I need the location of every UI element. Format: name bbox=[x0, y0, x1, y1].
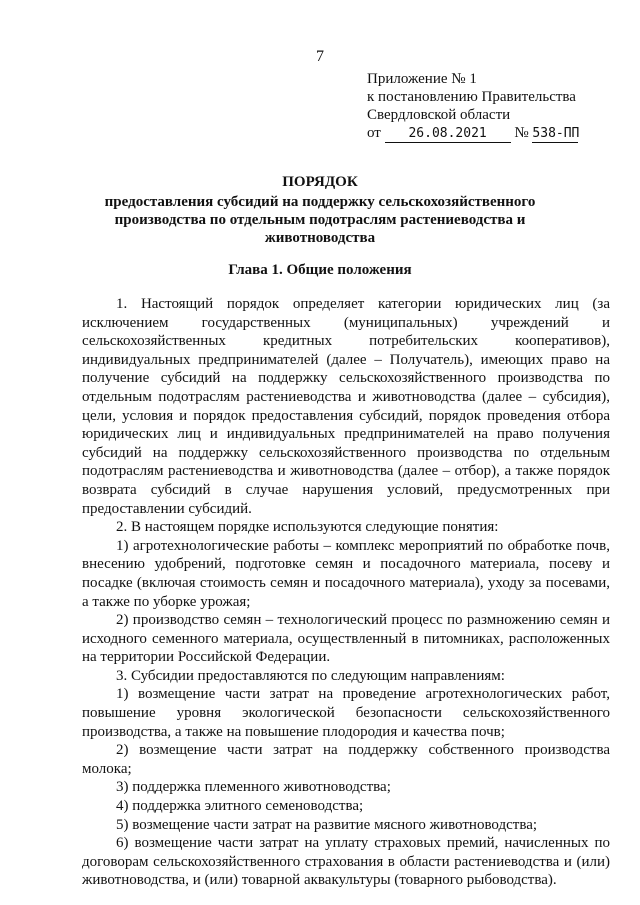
decree-number: 538-ПП bbox=[532, 126, 580, 141]
paragraph: 1) возмещение части затрат на проведение агротехнологических работ, повышение уровня экологической безопасности сельскохозяйственного производства, а также на повышение плодородия и качества почв; bbox=[82, 686, 610, 740]
paragraph: 3) поддержка племенного животноводства; bbox=[116, 779, 391, 796]
from-label: от bbox=[367, 125, 381, 141]
paragraph: 6) возмещение части затрат на уплату страховых премий, начисленных по договорам сельскохозяйственного страхования в области растениеводства и (или) животноводства, и (или) товарной аквакультуры (товарного рыбоводства). bbox=[82, 835, 610, 889]
paragraph: 5) возмещение части затрат на развитие мясного животноводства; bbox=[116, 816, 538, 833]
decree-date: 26.08.2021 bbox=[385, 126, 511, 143]
paragraph: 2) производство семян – технологический процесс по размножению семян и исходного семенного материала, осуществленный в питомниках, расположенных на территории Российской Федерации. bbox=[82, 612, 610, 666]
appendix-line-2: к постановлению Правительства bbox=[367, 89, 576, 105]
paragraph: 2. В настоящем порядке используются следующие понятия: bbox=[116, 519, 499, 536]
document-body bbox=[82, 295, 610, 890]
document-subtitle: предоставления субсидий на поддержку сельскохозяйственного производства по отдельным подотраслям растениеводства и животноводства bbox=[104, 194, 536, 246]
paragraph: 3. Субсидии предоставляются по следующим направлениям: bbox=[116, 667, 505, 684]
chapter-heading: Глава 1. Общие положения bbox=[228, 262, 412, 278]
appendix-line-1: Приложение № 1 bbox=[367, 71, 477, 87]
paragraph: 1) агротехнологические работы – комплекс мероприятий по обработке почв, внесению удобрений, подготовке семян и посадочного материала, посеву и посадке (включая стоимость семян и посадочного материала), уходу за посевами, а также по уборке урожая; bbox=[82, 537, 610, 610]
document-title: ПОРЯДОК bbox=[282, 174, 358, 190]
page-number: 7 bbox=[316, 48, 324, 65]
number-label: № bbox=[514, 125, 529, 141]
paragraph: 4) поддержка элитного семеноводства; bbox=[116, 798, 364, 815]
appendix-line-3: Свердловской области bbox=[367, 107, 511, 123]
paragraph: 1. Настоящий порядок определяет категории юридических лиц (за исключением государственных (муниципальных) учреждений и сельскохозяйственных кредитных потребительских кооперативов), индивидуальных предпринимателей (далее – Получатель), имеющих право на получение субсидий на поддержку сельскохозяйственного производства по отдельным подотраслям растениеводства и животноводства (далее – субсидия), цели, условия и порядок предоставления субсидий, порядок проведения отбора юридических лиц и индивидуальных предпринимателей на право получения субсидий на поддержку сельскохозяйственного производства по отдельным подотраслям растениеводства и животноводства (далее – отбор), а также порядок возврата субсидий в случае нарушения условий, предусмотренных при предоставлении субсидий. bbox=[82, 296, 610, 517]
appendix-block bbox=[367, 70, 627, 143]
appendix-date-line bbox=[367, 124, 627, 143]
paragraph: 2) возмещение части затрат на поддержку собственного производства молока; bbox=[82, 742, 610, 777]
